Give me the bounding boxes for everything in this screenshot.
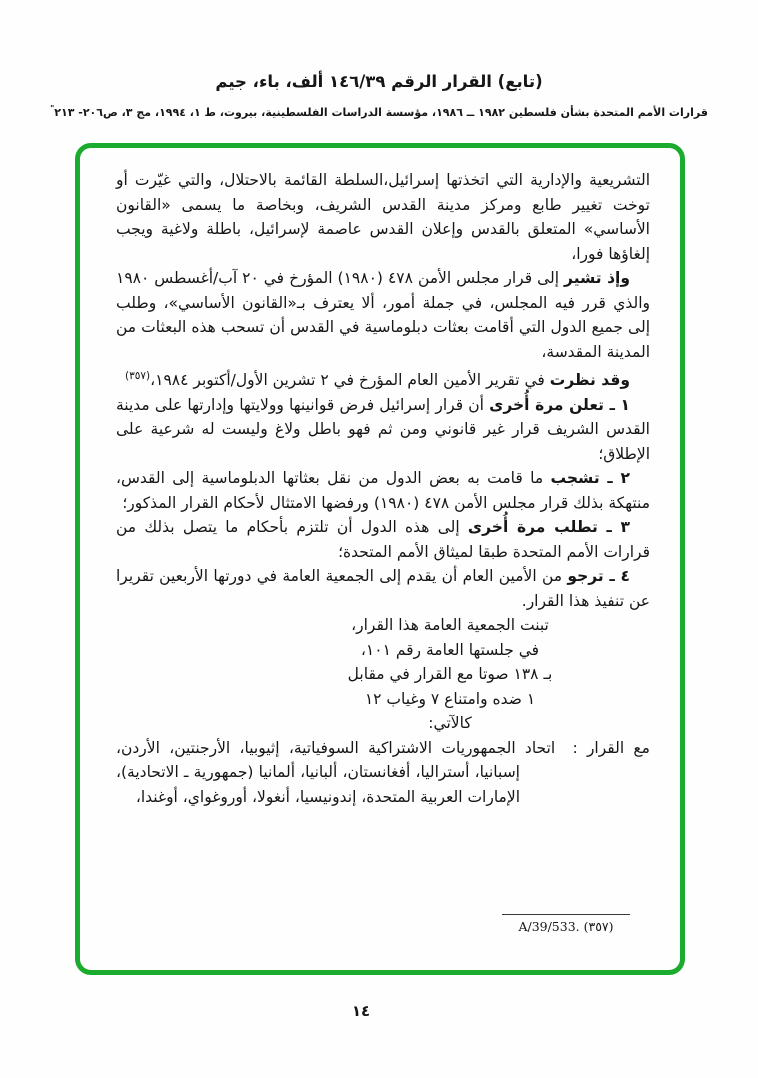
- paragraph-text: في تقرير الأمين العام المؤرخ في ٢ تشرين الأول/أكتوبر ١٩٨٤،: [150, 371, 550, 389]
- item-lead: ٢ ـ تشجب: [550, 469, 630, 487]
- operative-item-4: [116, 564, 650, 613]
- footnote-document-symbol: A/39/533. (٣٥٧): [502, 914, 630, 934]
- item-text: إلى هذه الدول أن تلتزم بأحكام ما يتصل بذلك من قرارات الأمم المتحدة طبقا لميثاق الأمم المتحدة؛: [116, 518, 650, 561]
- item-text: ما قامت به بعض الدول من نقل بعثاتها الدبلوماسية إلى القدس، منتهكة بذلك قرار مجلس الأمن ٤٧٨ (١٩٨٠) ورفضها الامتثال لأحكام القرار المذكور؛: [116, 469, 650, 512]
- vote-result-line: بـ ١٣٨ صوتا مع القرار في مقابل: [347, 665, 553, 683]
- item-text: من الأمين العام أن يقدم إلى الجمعية العامة في دورتها الأربعين تقريرا عن تنفيذ هذا القرار.: [116, 567, 650, 610]
- paragraph-text: التشريعية والإدارية التي اتخذتها إسرائيل،السلطة القائمة بالاحتلال، والتي غيّرت أو توخت تغيير طابع ومركز مدينة القدس الشريف، وبخاصة ما يسمى «القانون الأساسي» المتعلق بالقدس وإعلان القدس عاصمة لإسرائيل، باطلة ولاغية ويجب إلغاؤها فورا،: [116, 171, 650, 263]
- resolution-text: [116, 168, 650, 809]
- paragraph-text: إلى قرار مجلس الأمن ٤٧٨ (١٩٨٠) المؤرخ في ٢٠ آب/أغسطس ١٩٨٠ والذي قرر فيه المجلس، في جملة أمور، ألا يعترف بـ«القانون الأساسي»، وطلب إلى جميع الدول التي أقامت بعثات دبلوماسية في القدس أن تسحب هذه البعثات من المدينة المقدسة،: [116, 269, 650, 361]
- vote-result-line: ١ ضده وامتناع ٧ وغياب ١٢: [364, 689, 536, 708]
- item-lead: ٤ ـ ترجو: [567, 567, 630, 585]
- vote-with-paragraph: [116, 736, 650, 810]
- document-frame: [75, 143, 685, 975]
- vote-result-line: تبنت الجمعية العامة هذا القرار،: [351, 616, 549, 634]
- source-note-mark: ": [50, 104, 55, 113]
- operative-item-2: [116, 466, 650, 515]
- operative-item-1: [116, 393, 650, 467]
- operative-item-3: [116, 515, 650, 564]
- vote-result-line: كالآتي:: [428, 714, 472, 732]
- vote-with-countries: اتحاد الجمهوريات الاشتراكية السوفياتية، إثيوبيا، الأرجنتين، الأردن، إسبانيا، أستراليا، أفغانستان، ألبانيا، ألمانيا (جمهورية ـ الاتحادية)، الإمارات العربية المتحدة، إندونيسيا، أنغولا، أوروغواي، أوغندا،: [116, 738, 556, 806]
- page-title: (تابع) القرار الرقم ١٤٦/٣٩ ألف، باء، جيم: [215, 72, 543, 91]
- footnote-reference: (٣٥٧): [125, 370, 151, 382]
- vote-result-block: [280, 613, 620, 736]
- source-citation-text: قرارات الأمم المتحدة بشأن فلسطين ١٩٨٢ ــ ١٩٨٦، مؤسسة الدراسات الفلسطينية، بيروت، ط ١، ١٩٩٤، مج ٣، ص٢٠٦- ٢١٣: [54, 106, 708, 119]
- paragraph-lead: وقد نظرت: [549, 371, 630, 389]
- page-number: ١٤: [351, 1002, 371, 1020]
- item-text: أن قرار إسرائيل فرض قوانينها وولايتها وإدارتها على مدينة القدس الشريف قرار غير قانوني ومن ثم فهو باطل ولاغ وليست له شرعية على الإطلاق؛: [116, 395, 650, 463]
- source-citation: [0, 104, 758, 119]
- paragraph-having-considered: [116, 364, 650, 393]
- vote-result-line: في جلستها العامة رقم ١٠١،: [360, 640, 540, 659]
- paragraph-continuation: [116, 168, 650, 266]
- item-lead: ١ ـ تعلن مرة أُخرى: [489, 395, 630, 414]
- paragraph-recalling: [116, 266, 650, 364]
- paragraph-lead: وإذ تشير: [564, 269, 630, 287]
- vote-with-label: مع القرار :: [563, 738, 650, 757]
- item-lead: ٣ ـ تطلب مرة أُخرى: [467, 518, 630, 536]
